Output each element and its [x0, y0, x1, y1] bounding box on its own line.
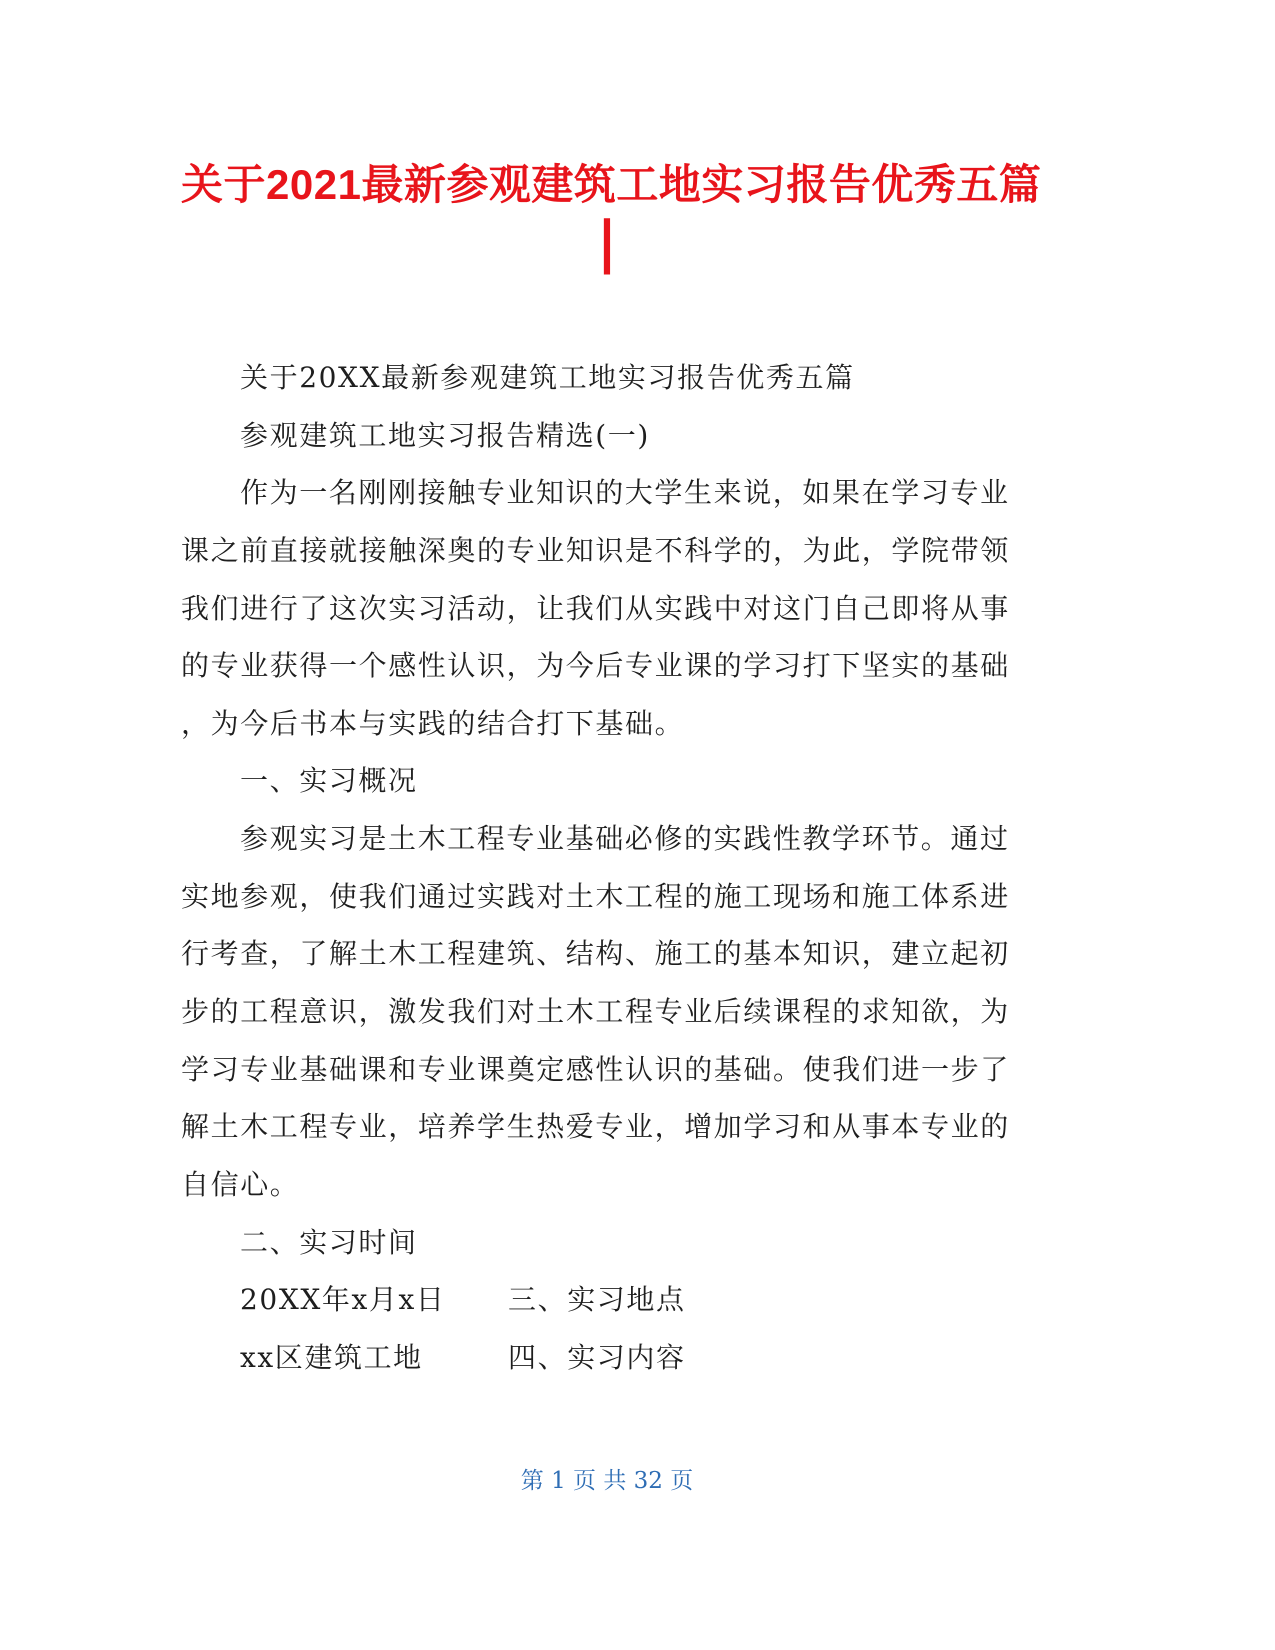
body-line: 行考查，了解土木工程建筑、结构、施工的基本知识，建立起初 [181, 937, 1010, 971]
body-line: 学习专业基础课和专业课奠定感性认识的基础。使我们进一步了 [181, 1052, 1010, 1086]
body-line: 步的工程意识，激发我们对土木工程专业后续课程的求知欲，为 [181, 995, 1010, 1029]
body-line: 我们进行了这次实习活动，让我们从实践中对这门自己即将从事 [181, 591, 1010, 625]
body-line: 自信心。 [181, 1167, 300, 1201]
section-heading: 一、实习概况 [240, 764, 418, 798]
body-line: 参观实习是土木工程专业基础必修的实践性教学环节。通过 [240, 822, 1010, 856]
document-title: 关于2021最新参观建筑工地实习报告优秀五篇 [181, 161, 1042, 208]
body-line: 的专业获得一个感性认识，为今后专业课的学习打下坚实的基础 [181, 649, 1010, 683]
two-column-row [181, 1271, 1041, 1329]
body-line: 作为一名刚刚接触专业知识的大学生来说，如果在学习专业 [240, 476, 1010, 510]
page-number-footer: 第 1 页 共 32 页 [520, 1468, 694, 1494]
row-right-heading: 三、实习地点 [508, 1283, 686, 1317]
row-left-text: xx区建筑工地 [240, 1340, 423, 1374]
body-heading: 关于20XX最新参观建筑工地实习报告优秀五篇 [240, 361, 855, 394]
body-line: 课之前直接就接触深奥的专业知识是不科学的，为此，学院带领 [181, 533, 1010, 567]
body-line: ，为今后书本与实践的结合打下基础。 [181, 706, 685, 740]
body-line: 解土木工程专业，培养学生热爱专业，增加学习和从事本专业的 [181, 1110, 1010, 1144]
row-right-heading: 四、实习内容 [508, 1340, 686, 1374]
section-heading: 参观建筑工地实习报告精选(一) [240, 418, 650, 452]
body-line: 实地参观，使我们通过实践对土木工程的施工现场和施工体系进 [181, 879, 1010, 913]
two-column-row [181, 1329, 1041, 1387]
document-body [181, 349, 1041, 1387]
section-heading: 二、实习时间 [240, 1225, 418, 1259]
title-cursor-mark: | [596, 210, 618, 275]
row-left-text: 20XX年x月x日 [240, 1283, 446, 1317]
